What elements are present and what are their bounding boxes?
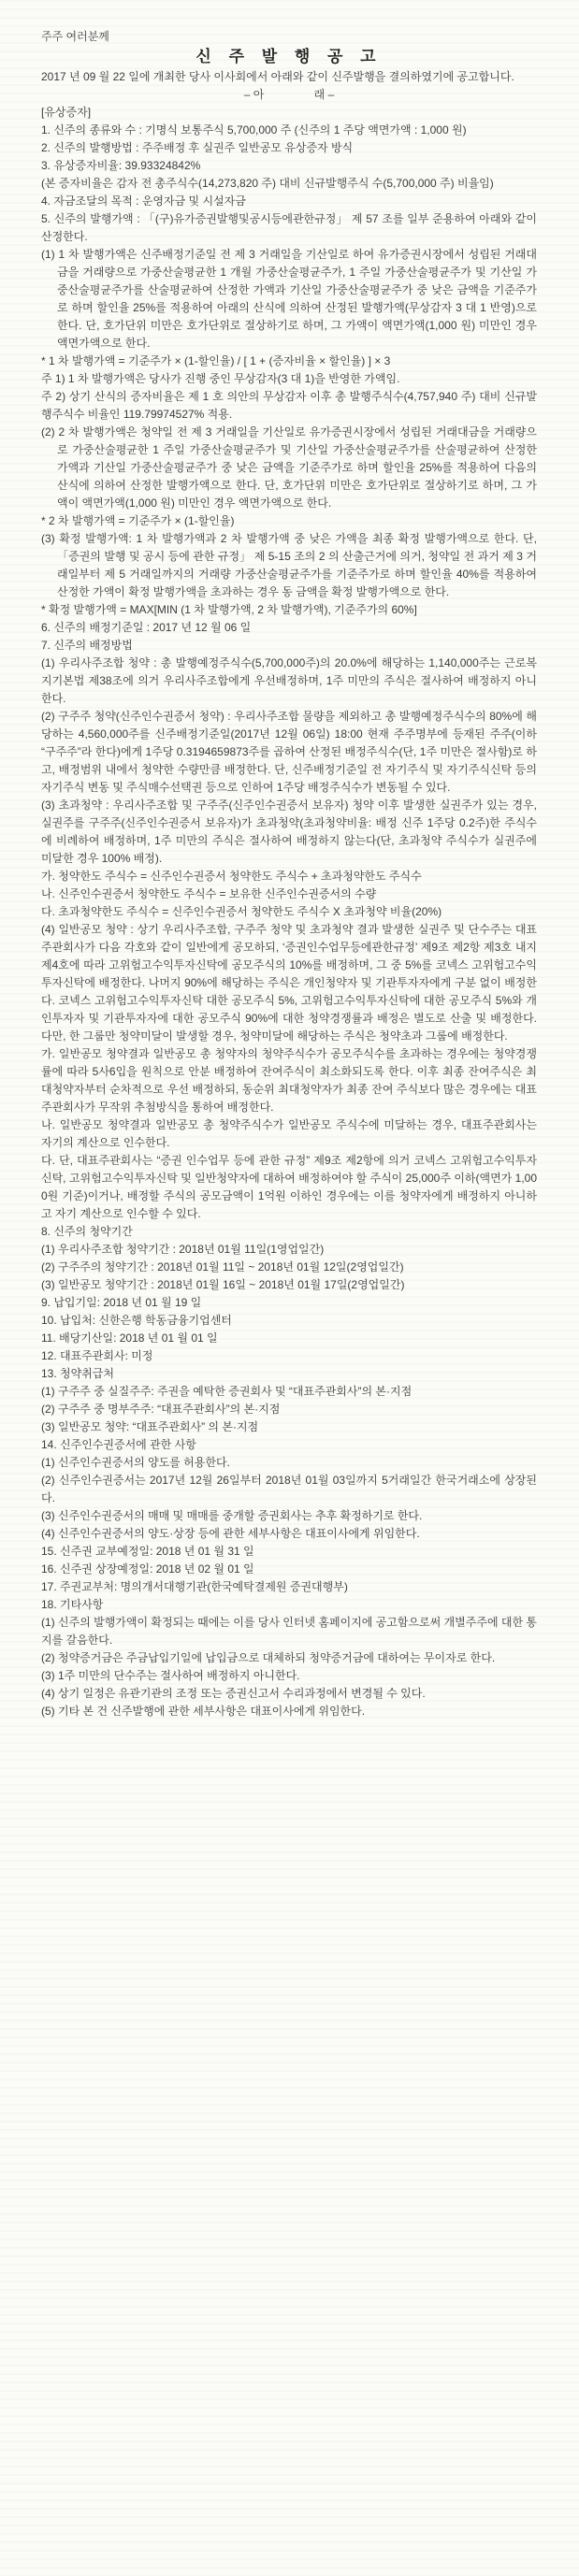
numbered-item: 4. 자금조달의 목적 : 운영자금 및 시설자금 [41,194,246,208]
sub-item: 다. 단, 대표주관회사는 “증권 인수업무 등에 관한 규정” 제9조 제2항에 의거 코넥스 고위험고수익투자신탁, 고위험고수익투자신탁 및 일반청약자에 대하여 배정하여야 할 주식이 25,000주 이하(액면가 1,000원 기준)이거나, 배정할 주식의 공모금액이 1억원 이하인 경우에는 이를 청약자에게 배정하지 아니하고 자기 계산으로 인수할 수 있다. [41,1154,537,1220]
sub-item: 가. 청약한도 주식수 = 신주인수권증서 청약한도 주식수 + 초과청약한도 주식수 [41,870,422,883]
numbered-item: 12. 대표주관회사: 미정 [41,1349,153,1362]
sub-item: (2) 청약증거금은 주금납입기일에 납입금으로 대체하되 청약증거금에 대하여는 무이자로 한다. [41,1651,496,1664]
numbered-item: 16. 신주권 상장예정일: 2018 년 02 월 01 일 [41,1562,254,1576]
footnote-line: 주 2) 상기 산식의 증자비율은 제 1 호 의안의 무상감자 이후 총 발행주식수(4,757,940 주) 대비 신규발행주식수 비율인 119.79974527% 적용. [41,390,537,421]
sub-item: (3) 초과청약 : 우리사주조합 및 구주주(신주인수권증서 보유자) 청약 이후 발생한 실권주가 있는 경우, 실권주를 구주주(신주인수권증서 보유자)가 초과청약(초과청약비율: 배정 신주 1주당 0.2주)한 주식수에 비례하여 배정하며, 1주 미만의 주식은 절사하여 배정하지 않는다(단, 초과청약 주식수가 실권주에 미달한 경우 100% 배정). [41,799,537,865]
sub-item: (2) 구주주 중 명부주주: “대표주관회사”의 본·지점 [41,1403,281,1416]
sub-item: (1) 구주주 중 실질주주: 주권을 예탁한 증권회사 및 “대표주관회사”의 본·지점 [41,1385,413,1398]
sub-item: (4) 일반공모 청약 : 상기 우리사주조합, 구주주 청약 및 초과청약 결과 발생한 실권주 및 단수주는 대표주관회사가 다음 각호와 같이 일반에게 공모하되, ‘증권인수업무등에관한규정’ 제9조 제2항 제3호 내지 제4호에 따라 고위험고수익투자신탁에 공모주식의 10%를 배정하며, 그 중 5%를 코넥스 고위험고수익투자신탁에 배정한다. 나머지 90%에 해당하는 주식은 개인청약자 및 기관투자자에게 구분 없이 배정한다. 코넥스 고위험고수익투자신탁 대한 공모주식 5%, 고위험고수익투자신탁에 대한 공모주식 5%와 개인투자자 및 기관투자자에 대한 공모주식 90%에 대한 청약경쟁률과 배정은 별도로 산출 및 배정한다. 다만, 한 그룹만 청약미달이 발생할 경우, 청약미달에 해당하는 주식은 청약초과 그룹에 배정한다. [41,923,537,1043]
sub-item: (5) 기타 본 건 신주발행에 관한 세부사항은 대표이사에게 위임한다. [41,1705,366,1718]
sub-item: (1) 우리사주조합 청약기간 : 2018년 01월 11일(1영업일간) [41,1243,325,1256]
formula-line: * 확정 발행가액 = MAX[MIN (1 차 발행가액, 2 차 발행가액), 기준주가의 60%] [41,603,417,616]
sub-item: (4) 신주인수권증서의 양도·상장 등에 관한 세부사항은 대표이사에게 위임한다. [41,1527,420,1540]
numbered-item: 2. 신주의 발행방법 : 주주배정 후 실권주 일반공모 유상증자 방식 [41,141,354,154]
numbered-item: 10. 납입처: 신한은행 학동금융기업센터 [41,1314,232,1327]
sub-item: (3) 일반공모 청약기간 : 2018년 01월 16일 ~ 2018년 01월 17일(2영업일간) [41,1278,405,1291]
footnote-line: 주 1) 1 차 발행가액은 당사가 진행 중인 무상감자(3 대 1)을 반영한 가액임. [41,372,400,385]
sub-item: (1) 1 차 발행가액은 신주배정기준일 전 제 3 거래일을 기산일로 하여 유가증권시장에서 성립된 거래대금을 거래량으로 가중산술평균한 1 개월 가중산술평균주가, 1 주일 가중산술평균주가 및 기산일 가중산술평균주가를 산술평균하여 산정한 가액과 기산일 가중산술평균주가 중 낮은 금액을 기준주가로 하며 할인율 25%를 적용하여 아래의 산식에 의하여 산정된 발행가액(무상감자 3 대 1 반영)으로 한다. 단, 호가단위 미만은 호가단위로 절상하기로 하며, 그 가액이 액면가액(1,000 원) 미만인 경우 액면가액으로 한다. [41,248,537,350]
sub-item: (3) 1주 미만의 단수주는 절사하여 배정하지 아니한다. [41,1669,300,1682]
numbered-item: 18. 기타사항 [41,1598,104,1611]
ratio-note: (본 증자비율은 감자 전 총주식수(14,273,820 주) 대비 신규발행주식 수(5,700,000 주) 비율임) [41,177,494,190]
salutation-line: 주주 여러분께 [41,30,109,43]
sub-item: 가. 일반공모 청약결과 일반공모 총 청약자의 청약주식수가 공모주식수를 초과하는 경우에는 청약경쟁률에 따라 5사6입을 원칙으로 안분 배정하여 잔여주식이 최소화되도록 한다. 이후 최종 잔여주식은 최대청약자부터 순차적으로 우선 배정하되, 동순위 최대청약자가 최종 잔여 주식보다 많은 경우에는 대표주관회사가 무작위 추첨방식을 통하여 배정한다. [41,1047,537,1114]
sub-item: (1) 신주의 발행가액이 확정되는 때에는 이를 당사 인터넷 홈페이지에 공고함으로써 개별주주에 대한 통지를 갈음한다. [41,1616,537,1647]
sub-item: (2) 구주주의 청약기간 : 2018년 01월 11일 ~ 2018년 01월 12일(2영업일간) [41,1260,404,1274]
numbered-item: 1. 신주의 종류와 수 : 기명식 보통주식 5,700,000 주 (신주의 1 주당 액면가액 : 1,000 원) [41,123,467,137]
document-title: 신 주 발 행 공 고 [195,48,383,65]
formula-line: * 1 차 발행가액 = 기준주가 × (1-할인율) / [ 1 + (증자비율 × 할인율) ] × 3 [41,354,391,367]
sub-item: (3) 확정 발행가액: 1 차 발행가액과 2 차 발행가액 중 낮은 가액을 최종 확정 발행가액으로 한다. 단, 「증권의 발행 및 공시 등에 관한 규정」 제 5-15 조의 2 의 산출근거에 의거, 청약일 전 과거 제 3 거래일부터 제 5 거래일까지의 거래량 가중산술평균주가를 기준주가로 하며 할인율 40%를 적용하여 산정한 가액이 확정 발행가액을 초과하는 경우 동 금액을 확정 발행가액으로 한다. [41,532,537,598]
sub-item: 나. 일반공모 청약결과 일반공모 총 청약주식수가 일반공모 주식수에 미달하는 경우, 대표주관회사는 자기의 계산으로 인수한다. [41,1118,537,1149]
below-divider: – 아 래 – [243,88,335,101]
formula-line: * 2 차 발행가액 = 기준주가 × (1-할인율) [41,514,235,527]
sub-item: 다. 초과청약한도 주식수 = 신주인수권증서 청약한도 주식수 X 초과청약 비율(20%) [41,905,442,918]
numbered-item: 8. 신주의 청약기간 [41,1225,133,1238]
numbered-item: 11. 배당기산일: 2018 년 01 월 01 일 [41,1331,218,1345]
sub-item: (3) 신주인수권증서의 매매 및 매매를 중개할 증권회사는 추후 확정하기로 한다. [41,1509,423,1522]
intro-paragraph: 2017 년 09 월 22 일에 개최한 당사 이사회에서 아래와 같이 신주발행을 결의하였기에 공고합니다. [41,70,514,83]
sub-item: (1) 우리사주조합 청약 : 총 발행예정주식수(5,700,000주)의 20.0%에 해당하는 1,140,000주는 근로복지기본법 제38조에 의거 우리사주조합에게 우선배정하며, 1주 미만의 주식은 절사하여 배정하지 아니한다. [41,656,537,705]
sub-item: (2) 신주인수권증서는 2017년 12월 26일부터 2018년 01월 03일까지 5거래일간 한국거래소에 상장된다. [41,1474,537,1504]
numbered-item: 6. 신주의 배정기준일 : 2017 년 12 월 06 일 [41,621,252,634]
sub-item: (2) 구주주 청약(신주인수권증서 청약) : 우리사주조합 물량을 제외하고 총 발행예정주식수의 80%에 해당하는 4,560,000주를 신주배정기준일(2017년 12월 06일) 18:00 현재 주주명부에 등재된 주주(이하 “구주주”라 한다)에게 1주당 0.3194659873주를 곱하여 산정된 배정주식수(단, 1주 미만은 절사함)로 하고, 배정범위 내에서 청약한 수량만큼 배정한다. 단, 신주배정기준일 전 자기주식 및 자기주식신탁 등의 자기주식 변동 및 주식매수선택권 등으로 인하여 1주당 배정주식수가 변동될 수 있다. [41,710,537,794]
sub-item: (3) 일반공모 청약: “대표주관회사” 의 본·지점 [41,1420,259,1433]
numbered-item: 14. 신주인수권증서에 관한 사항 [41,1438,196,1451]
numbered-item: 9. 납입기일: 2018 년 01 월 19 일 [41,1296,202,1309]
sub-item: (2) 2 차 발행가액은 청약일 전 제 3 거래일을 기산일로 유가증권시장에서 성립된 거래대금을 거래량으로 가중산술평균한 1 주일 가중산술평균주가 및 기산일 가중산술평균주가를 산술평균하여 산정한 가액과 기산일 가중산술평균주가 중 낮은 금액을 기준주가로 하며 할인율 25%를 적용하여 다음의 산식에 의하여 산정한 발행가액으로 한다. 단, 호가단위 미만은 호가단위로 절상하기로 하며, 그 가액이 액면가액(1,000 원) 미만인 경우 액면가액으로 한다. [41,425,537,510]
sub-item: 나. 신주인수권증서 청약한도 주식수 = 보유한 신주인수권증서의 수량 [41,887,377,900]
numbered-item: 5. 신주의 발행가액 : 「(구)유가증권발행및공시등에관한규정」 제 57 조를 일부 준용하여 아래와 같이 산정한다. [41,212,537,243]
numbered-item: 17. 주권교부처: 명의개서대행기관(한국예탁결제원 증권대행부) [41,1580,348,1593]
document-body [41,28,537,1720]
numbered-item: 7. 신주의 배정방법 [41,639,133,652]
numbered-item: 15. 신주권 교부예정일: 2018 년 01 월 31 일 [41,1545,254,1558]
sub-item: (1) 신주인수권증서의 양도를 허용한다. [41,1456,230,1469]
offering-type-header: [유상증자] [41,106,92,119]
sub-item: (4) 상기 일정은 유관기관의 조정 또는 증권신고서 수리과정에서 변경될 수 있다. [41,1687,426,1700]
numbered-item: 13. 청약취급처 [41,1367,114,1380]
numbered-item: 3. 유상증자비율: 39.93324842% [41,159,201,172]
